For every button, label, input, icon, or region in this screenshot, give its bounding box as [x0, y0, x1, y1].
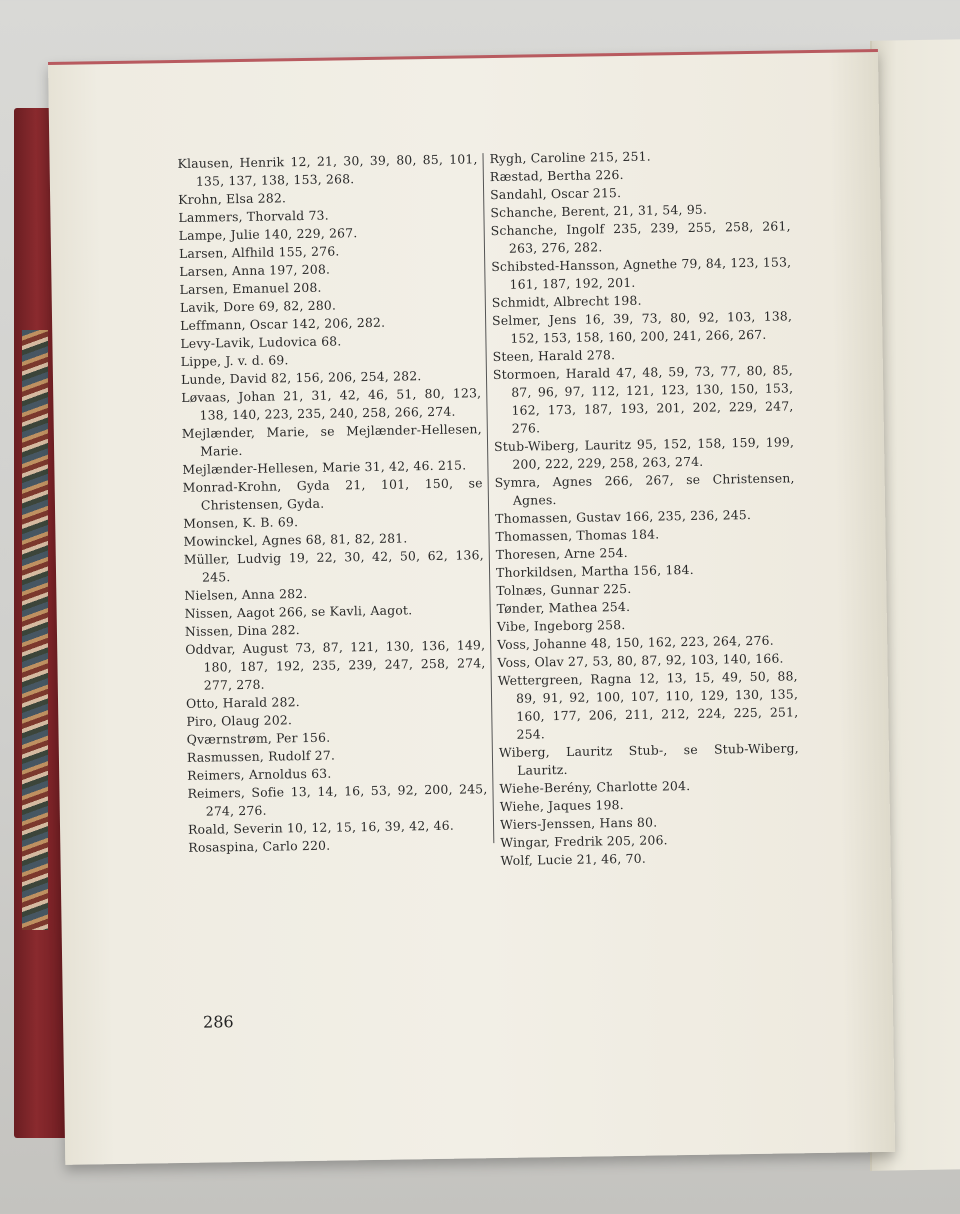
index-entry: Oddvar, August 73, 87, 121, 130, 136, 149, 180, 187, 192, 235, 239, 247, 258, 274, 277, 278.: [185, 637, 486, 693]
index-entry: Lippe, J. v. d. 69.: [180, 352, 289, 369]
index-entry: Symra, Agnes 266, 267, se Christensen, Agnes.: [494, 470, 795, 508]
index-entry: Schanche, Berent, 21, 31, 54, 95.: [490, 201, 708, 221]
index-entry: Larsen, Emanuel 208.: [179, 279, 322, 297]
index-entry: Vibe, Ingeborg 258.: [496, 616, 626, 635]
index-entry: Mejlænder-Hellesen, Marie 31, 42, 46. 215.: [182, 457, 467, 477]
index-entry: Otto, Harald 282.: [185, 694, 300, 711]
index-entry: Klausen, Henrik 12, 21, 30, 39, 80, 85, 101, 135, 137, 138, 153, 268.: [177, 151, 478, 189]
index-entry: Leffmann, Oscar 142, 206, 282.: [180, 314, 386, 333]
index-entry: Wolf, Lucie 21, 46, 70.: [500, 850, 647, 868]
marbled-endpaper: [22, 330, 48, 930]
index-entry: Nielsen, Anna 282.: [184, 585, 308, 603]
index-entry: Lampe, Julie 140, 229, 267.: [178, 225, 358, 243]
index-entry: Wiehe-Berény, Charlotte 204.: [499, 778, 691, 796]
index-entry: Thoresen, Arne 254.: [495, 544, 628, 563]
index-entry: Steen, Harald 278.: [492, 347, 616, 365]
index-entry: Stub-Wiberg, Lauritz 95, 152, 158, 159, 199, 200, 222, 229, 258, 263, 274.: [493, 434, 795, 472]
index-entry: Reimers, Arnoldus 63.: [187, 765, 332, 783]
index-entry: Tønder, Mathea 254.: [496, 598, 631, 617]
index-entry: Levy-Lavik, Ludovica 68.: [180, 333, 342, 351]
index-entry: Piro, Olaug 202.: [186, 712, 293, 729]
index-entry: Selmer, Jens 16, 39, 73, 80, 92, 103, 138, 152, 153, 158, 160, 200, 241, 266, 267.: [491, 308, 793, 346]
index-column-left: [177, 150, 488, 857]
index-entry: Monrad-Krohn, Gyda 21, 101, 150, se Christensen, Gyda.: [182, 475, 483, 513]
index-entry: Rosaspina, Carlo 220.: [188, 837, 331, 855]
index-entry: Thomassen, Thomas 184.: [495, 526, 660, 545]
index-entry: Mejlænder, Marie, se Mejlænder-Hellesen, Marie.: [181, 421, 482, 459]
index-entry: Voss, Olav 27, 53, 80, 87, 92, 103, 140, 166.: [497, 650, 784, 671]
index-entry: Nissen, Aagot 266, se Kavli, Aagot.: [184, 602, 413, 621]
index-entry: Schmidt, Albrecht 198.: [491, 292, 642, 311]
index-entry: Sandahl, Oscar 215.: [490, 185, 622, 203]
index-entry: Reimers, Sofie 13, 14, 16, 53, 92, 200, 245, 274, 276.: [187, 781, 488, 819]
index-entry: Roald, Severin 10, 12, 15, 16, 39, 42, 46.: [187, 817, 455, 837]
index-entry: Qværnstrøm, Per 156.: [186, 729, 331, 747]
index-entry: Monsen, K. B. 69.: [183, 514, 299, 531]
index-entry: Stormoen, Harald 47, 48, 59, 73, 77, 80, 85, 87, 96, 97, 112, 121, 123, 130, 150, 153, 162, 173, 187, 193, 201, 202, 229, 247, 276.: [492, 362, 794, 436]
index-entry: Thorkildsen, Martha 156, 184.: [495, 561, 694, 581]
index-entry: Wiberg, Lauritz Stub-, se Stub-Wiberg, Lauritz.: [498, 740, 799, 778]
index-entry: Nissen, Dina 282.: [184, 622, 300, 639]
index-entry: Wiers-Jenssen, Hans 80.: [499, 814, 658, 832]
index-entry: Løvaas, Johan 21, 31, 42, 46, 51, 80, 123, 138, 140, 223, 235, 240, 258, 266, 274.: [181, 385, 482, 423]
index-entry: Rygh, Caroline 215, 251.: [489, 148, 651, 167]
index-entry: Larsen, Alfhild 155, 276.: [178, 243, 340, 261]
index-entry: Mowinckel, Agnes 68, 81, 82, 281.: [183, 530, 408, 549]
index-entry: Lammers, Thorvald 73.: [178, 207, 329, 225]
index-entry: Müller, Ludvig 19, 22, 30, 42, 50, 62, 136, 245.: [183, 547, 484, 585]
index-entry: Tolnæs, Gunnar 225.: [496, 580, 632, 599]
index-entry: Rasmussen, Rudolf 27.: [186, 747, 336, 765]
index-entry: Ræstad, Bertha 226.: [489, 166, 624, 185]
book-page: [48, 49, 895, 1165]
index-entry: Schibsted-Hansson, Agnethe 79, 84, 123, 153, 161, 187, 192, 201.: [491, 254, 792, 292]
index-entry: Thomassen, Gustav 166, 235, 236, 245.: [495, 507, 752, 527]
page-number: 286: [202, 1012, 234, 1032]
index-entry: Schanche, Ingolf 235, 239, 255, 258, 261, 263, 276, 282.: [490, 218, 791, 256]
index-entry: Voss, Johanne 48, 150, 162, 223, 264, 276.: [497, 632, 774, 653]
index-entry: Wettergreen, Ragna 12, 13, 15, 49, 50, 88, 89, 91, 92, 100, 107, 110, 129, 130, 135, 160, 177, 206, 211, 212, 224, 225, 251, 254.: [497, 668, 799, 742]
index-entry: Wiehe, Jaques 198.: [499, 797, 624, 814]
index-entry: Lunde, David 82, 156, 206, 254, 282.: [180, 368, 422, 387]
index-entry: Larsen, Anna 197, 208.: [179, 261, 331, 279]
index-column-right: [489, 145, 800, 870]
index-entry: Krohn, Elsa 282.: [178, 190, 287, 207]
index-entry: Lavik, Dore 69, 82, 280.: [179, 297, 337, 315]
index-entry: Wingar, Fredrik 205, 206.: [500, 832, 668, 850]
